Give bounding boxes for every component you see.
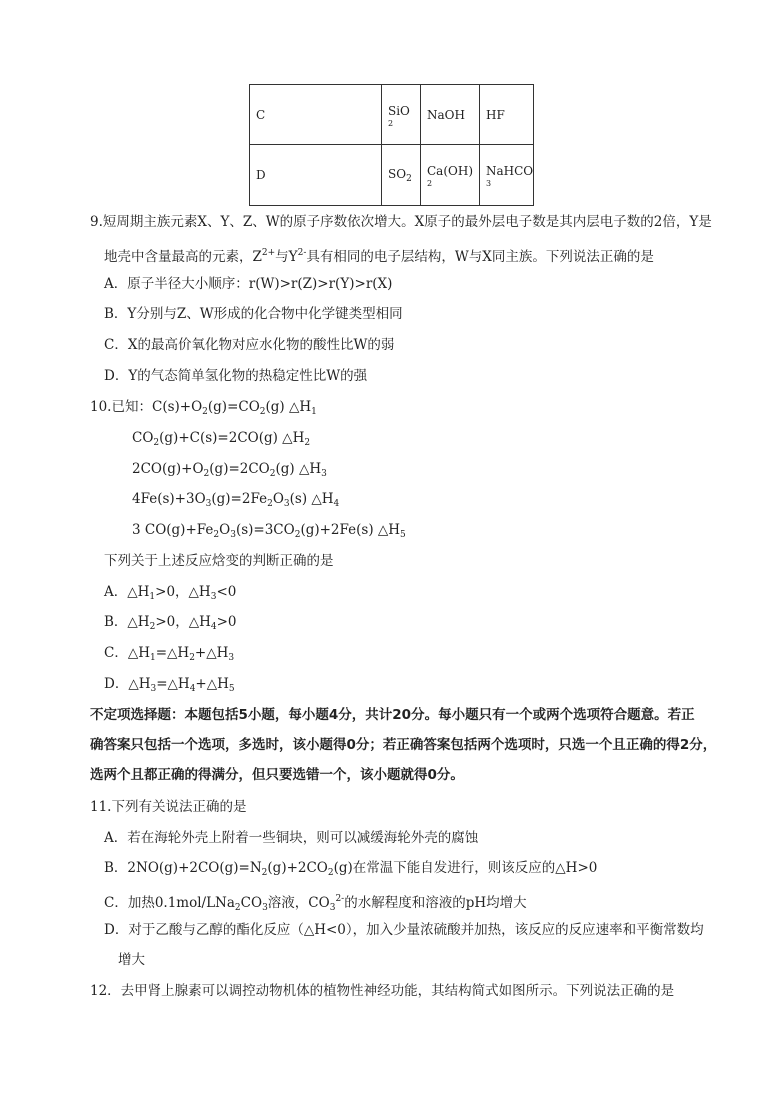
table-row	[250, 145, 534, 206]
q10-eq1: 10.已知：$C(s)+O_2(g)=CO_2(g)$ $\triangle H_1$	[90, 399, 317, 417]
q9-stem-line2: 地壳中含量最高的元素，$Z^{2+}$与$Y^{2-}$具有相同的电子层结构，W与X同主族。下列说法正确的是	[104, 248, 654, 265]
q11-option-c: C．加热$0.1mol/LNa_2CO_3$溶液，$CO_3^{2-}$的水解程度和溶液的pH均增大	[104, 894, 527, 913]
q11-option-d-line2: 增大	[118, 952, 145, 968]
q10-eq3: $2CO(g)+O_2(g)=2CO_2(g)$ $\triangle H_3$	[132, 461, 327, 479]
q10-eq5: 3 $CO(g)+Fe_2O_3(s)=3CO_2(g)+2Fe(s)$ $\triangle H_5$	[132, 522, 406, 540]
q11-option-d-line1: D．对于乙酸与乙醇的酯化反应（△H<0），加入少量浓硫酸并加热，该反应的反应速率和平衡常数均	[104, 922, 704, 938]
q9-option-b: B．Y分别与Z、W形成的化合物中化学键类型相同	[104, 306, 403, 322]
q9-stem-line1: 9.短周期主族元素X、Y、Z、W的原子序数依次增大。X原子的最外层电子数是其内层电子数的2倍，Y是	[90, 214, 712, 230]
table-row	[250, 85, 534, 145]
table-cell: $SO_2$	[382, 145, 421, 206]
q10-eq4: $4Fe(s)+3O_3(g)=2Fe_2O_3(s)$ $\triangle H_4$	[132, 491, 340, 509]
q9-option-a: A．原子半径大小顺序：r(W)>r(Z)>r(Y)>r(X)	[104, 276, 393, 292]
q10-option-d: D．$\triangle H_3=\triangle H_4+\triangle H_5$	[104, 676, 235, 694]
table-cell: HF	[480, 85, 534, 145]
table-cell: NaOH	[421, 85, 480, 145]
q11-stem: 11.下列有关说法正确的是	[90, 799, 247, 815]
q12-stem: 12．去甲肾上腺素可以调控动物机体的植物性神经功能，其结构简式如图所示。下列说法正确的是	[90, 983, 675, 999]
q10-ask: 下列关于上述反应焓变的判断正确的是	[104, 553, 334, 569]
row-label: C	[250, 85, 382, 145]
q11-option-a: A．若在海轮外壳上附着一些铜块，则可以减缓海轮外壳的腐蚀	[104, 830, 479, 846]
q10-option-b: B．$\triangle H_2>0$，$\triangle H_4>0$	[104, 614, 237, 632]
row-label: D	[250, 145, 382, 206]
q10-option-a: A．$\triangle H_1>0$，$\triangle H_3<0$	[104, 584, 237, 602]
q10-option-c: C．$\triangle H_1=\triangle H_2+\triangle H_3$	[104, 645, 235, 663]
table-cell: NaHCO 3	[480, 145, 534, 206]
section-instructions-line3: 选两个且都正确的得满分，但只要选错一个，该小题就得0分。	[90, 767, 464, 783]
table-cell: SiO 2	[382, 85, 421, 145]
q10-eq2: $CO_2(g)+C(s)=2CO(g)$ $\triangle H_2$	[132, 430, 311, 448]
q11-option-b: B．$2NO(g)+2CO(g)=N_2(g)+2CO_2(g)$在常温下能自发进行，则该反应的△H>0	[104, 860, 598, 878]
q9-option-d: D．Y的气态简单氢化物的热稳定性比W的强	[104, 368, 368, 384]
section-instructions-line1: 不定项选择题：本题包括5小题，每小题4分，共计20分。每小题只有一个或两个选项符合题意。若正	[90, 707, 695, 723]
q9-option-c: C．X的最高价氧化物对应水化物的酸性比W的弱	[104, 337, 395, 353]
section-instructions-line2: 确答案只包括一个选项，多选时，该小题得0分；若正确答案包括两个选项时，只选一个且正确的得2分，	[90, 737, 717, 753]
reagent-table	[249, 84, 534, 206]
table-cell: Ca(OH) 2	[421, 145, 480, 206]
